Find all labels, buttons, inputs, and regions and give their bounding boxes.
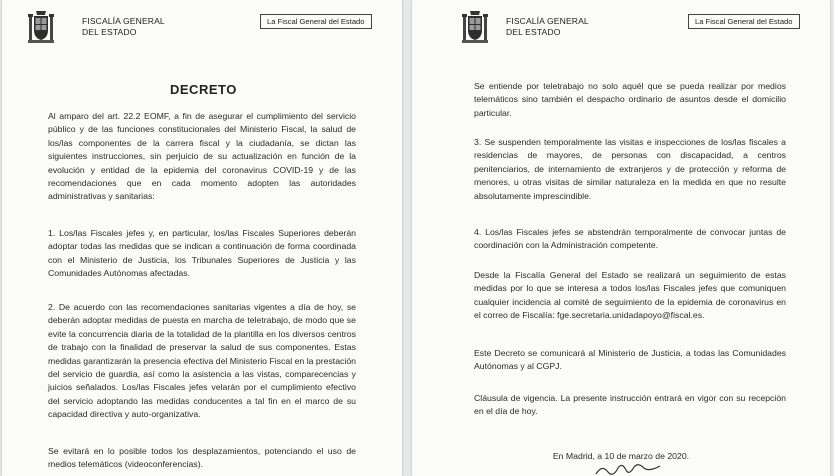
institution-name-line2: DEL ESTADO	[82, 26, 137, 37]
signature-icon	[594, 462, 664, 476]
preamble-paragraph: Al amparo del art. 22.2 EOMF, a fin de asegurar el cumplimiento del servicio público y de las funciones constitucionales del Ministerio Fiscal, la salud de los/las componentes de la carrera fiscal y la ciudadanía, se dictan las siguientes instrucciones, sin perjuicio de su actualización en función de la evolución y entidad de la epidemia del coronavirus COVID-19 y de las recomendaciones que en cada momento adopten las autoridades administrativas y sanitarias:	[48, 111, 356, 202]
instruction-4-paragraph: 4. Los/las Fiscales jefes se abstendrán temporalmente de convocar juntas de coordinación con la Administración competente.	[474, 227, 786, 251]
monitoring-paragraph: Desde la Fiscalía General del Estado se realizará un seguimiento de estas medidas por lo que se interesa a todos los/las Fiscales jefes que comuniquen cualquier incidencia al comité de seguimiento de la epidemia de coronavirus en el correo de Fiscalía: fge.secretaria.unidadapoyo@fiscal.es.	[474, 270, 786, 321]
telework-definition-paragraph: Se entiende por teletrabajo no solo aquél que se pueda realizar por medios telemáticos sino también el despacho ordinario de asuntos desde el domicilio particular.	[474, 81, 786, 118]
instruction-1-paragraph: 1. Los/las Fiscales jefes y, en particular, los/las Fiscales Superiores deberán adoptar todas las medidas que se indican a continuación de forma coordinada con el Ministerio de Justicia, los Tribunales Superiores de Justicia y las Comunidades Autónomas afectadas.	[48, 228, 356, 279]
document-page-1	[2, 0, 402, 476]
date-place-line: En Madrid, a 10 de marzo de 2020.	[552, 451, 690, 461]
instruction-3-paragraph: 3. Se suspenden temporalmente las visitas e inspecciones de los/las fiscales a residencias de mayores, de personas con discapacidad, a centros penitenciarios, de internamiento de extranjeros y de protección y reforma de menores, u otras visitas de similar naturaleza en la medida en que no resulte absolutamente imprescindible.	[474, 137, 786, 201]
signatory-box: La Fiscal General del Estado	[260, 14, 372, 29]
telematic-paragraph: Se evitará en lo posible todos los desplazamientos, potenciando el uso de medios telemáticos (videoconferencias).	[48, 446, 356, 470]
institution-name-line2: DEL ESTADO	[506, 26, 561, 37]
communication-paragraph: Este Decreto se comunicará al Ministerio de Justicia, a todas las Comunidades Autónomas y al CGPJ.	[474, 348, 786, 372]
institution-name-line1: FISCALÍA GENERAL	[82, 16, 165, 26]
coat-of-arms-icon	[460, 8, 490, 46]
institution-name-line1: FISCALÍA GENERAL	[506, 16, 589, 26]
document-title: DECRETO	[170, 82, 237, 97]
document-page-2	[412, 0, 830, 476]
instruction-2-paragraph: 2. De acuerdo con las recomendaciones sanitarias vigentes a día de hoy, se deberán adoptar medidas de puesta en marcha de teletrabajo, de modo que se evite la concurrencia diaria de la totalidad de la plantilla en los diversos centros de trabajo con la finalidad de preservar la salud de sus componentes. Estas medidas garantizarán la presencia efectiva del Ministerio Fiscal en la prestación del servicio de guardia, así como la asistencia a las vistas, comparecencias y juicios señalados. Los/las Fiscales jefes velarán por el cumplimiento efectivo del servicio adoptando las medidas conducentes a tal fin en el marco de su capacidad directiva y auto-organizativa.	[48, 302, 356, 420]
institution-name	[82, 16, 165, 37]
coat-of-arms-icon	[26, 8, 56, 46]
institution-name	[506, 16, 589, 37]
signatory-box: La Fiscal General del Estado	[688, 14, 800, 29]
validity-clause-paragraph: Cláusula de vigencia. La presente instrucción entrará en vigor con su recepción en el día de hoy.	[474, 393, 786, 417]
